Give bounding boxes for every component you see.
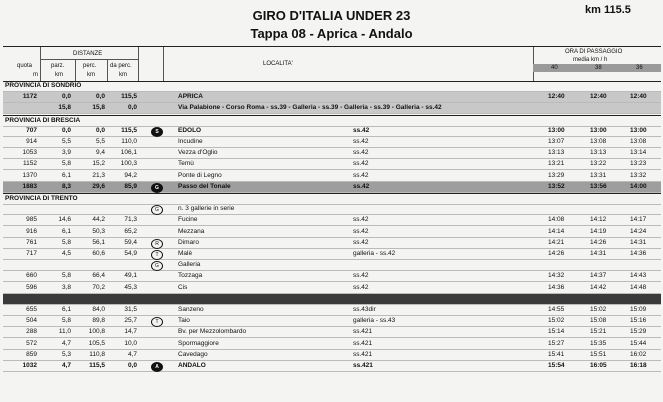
cell-t3: 14:31 xyxy=(630,238,647,246)
cell-p: 14,6 xyxy=(58,216,71,224)
cell-road: ss.42 xyxy=(353,126,370,134)
cell-loc: EDOLO xyxy=(178,126,202,134)
cell-t2: 15:35 xyxy=(590,339,607,347)
col-perc: perc. xyxy=(83,63,97,69)
cell-d: 110,0 xyxy=(121,138,137,145)
col-distanze: DISTANZE xyxy=(73,51,103,57)
cell-t2: 14:19 xyxy=(590,227,607,235)
cell-t2: 16:05 xyxy=(590,362,607,369)
speed-38: 38 xyxy=(595,65,602,71)
cell-t2: 14:12 xyxy=(590,216,607,224)
cell-p: 6,1 xyxy=(61,306,71,313)
cell-quota: 1172 xyxy=(22,93,37,101)
cell-loc: Fucine xyxy=(178,216,198,224)
cell-t1: 14:21 xyxy=(548,238,565,246)
cell-loc: Bv. per Mezzolombardo xyxy=(178,328,247,336)
cell-d: 0,0 xyxy=(127,362,137,369)
cell-quota: 572 xyxy=(26,339,37,347)
col-ora: ORA DI PASSAGGIO xyxy=(565,49,623,55)
table-row xyxy=(3,283,661,294)
table-row xyxy=(3,260,661,271)
cell-loc: PROVINCIA DI SONDRIO xyxy=(5,82,82,89)
cell-c: 0,0 xyxy=(95,93,105,101)
table-row xyxy=(3,92,661,103)
col-localita: LOCALITA' xyxy=(263,61,293,67)
table-row xyxy=(3,159,661,170)
cell-loc: Mezzana xyxy=(178,227,205,235)
cell-c: 60,6 xyxy=(92,250,105,257)
cell-t3: 15:16 xyxy=(630,317,647,325)
cell-p: 5,8 xyxy=(61,317,71,325)
table-row xyxy=(3,339,661,350)
cell-d: 71,3 xyxy=(124,216,137,224)
cell-road: galleria - ss.42 xyxy=(353,250,396,257)
cell-t1: 14:36 xyxy=(548,283,565,291)
cell-t1: 13:00 xyxy=(548,126,565,134)
cell-c: 56,1 xyxy=(92,238,105,246)
cell-t1: 14:55 xyxy=(548,306,565,313)
cell-t2: 14:42 xyxy=(590,283,607,291)
cell-c: 21,3 xyxy=(92,171,105,179)
table-row xyxy=(3,171,661,182)
cell-road: ss.42 xyxy=(353,227,369,235)
cell-c: 89,8 xyxy=(92,317,105,325)
cell-loc: Cis xyxy=(178,283,188,291)
col-parz-unit: km xyxy=(55,72,63,78)
table-row xyxy=(3,204,661,215)
cell-loc: Incudine xyxy=(178,138,203,145)
cell-t3: 15:09 xyxy=(630,306,647,313)
cell-quota: 1053 xyxy=(22,149,37,157)
cell-t1: 15:27 xyxy=(548,339,565,347)
cell-c: 44,2 xyxy=(92,216,105,224)
cell-c: 66,4 xyxy=(92,272,105,280)
cell-c: 105,5 xyxy=(88,339,105,347)
table-row xyxy=(3,294,661,305)
route-marker-icon: G xyxy=(151,261,163,271)
cell-road: galleria - ss.43 xyxy=(353,317,396,325)
cell-t1: 12:40 xyxy=(548,93,565,101)
cell-t2: 12:40 xyxy=(590,93,607,101)
cell-quota: 761 xyxy=(26,238,37,246)
cell-quota: 985 xyxy=(26,216,37,224)
cell-p: 11,0 xyxy=(58,328,71,336)
cell-t3: 13:14 xyxy=(630,149,647,157)
cell-d: 31,5 xyxy=(124,306,137,313)
cell-loc: Tozzaga xyxy=(178,272,203,280)
cell-road: ss.421 xyxy=(353,362,373,369)
cell-p: 5,5 xyxy=(61,138,71,145)
cell-t3: 13:00 xyxy=(630,126,647,134)
cell-loc: Spormaggiore xyxy=(178,339,219,347)
cell-t1: 13:52 xyxy=(548,182,565,190)
cell-c: 100,8 xyxy=(88,328,105,336)
table-row xyxy=(3,148,661,159)
cell-t1: 13:13 xyxy=(548,149,565,157)
cell-quota: 1032 xyxy=(22,362,37,369)
cell-loc: n. 3 gallerie in serie xyxy=(178,205,235,213)
cell-loc: Malè xyxy=(178,250,193,257)
cell-t1: 13:07 xyxy=(548,138,565,145)
cell-road: ss.421 xyxy=(353,350,373,358)
stage-title: Tappa 08 - Aprica - Andalo xyxy=(250,26,413,41)
cell-t3: 15:29 xyxy=(630,328,647,336)
cell-quota: 288 xyxy=(26,328,37,336)
cell-d: 14,7 xyxy=(124,328,137,336)
cell-t1: 13:21 xyxy=(548,160,565,168)
table-row xyxy=(3,81,661,92)
cell-p: 4,7 xyxy=(61,362,71,369)
cell-quota: 717 xyxy=(26,250,37,257)
col-quota: quota xyxy=(17,63,33,69)
cell-road: ss.43dir xyxy=(353,306,376,313)
cell-p: 0,0 xyxy=(61,126,71,134)
cell-t1: 15:14 xyxy=(548,328,565,336)
cell-t3: 16:02 xyxy=(630,350,647,358)
table-row xyxy=(3,182,661,193)
cell-loc: Cavedago xyxy=(178,350,208,358)
cell-t2: 14:26 xyxy=(590,238,607,246)
cell-c: 5,5 xyxy=(95,138,105,145)
cell-quota: 1883 xyxy=(22,182,37,190)
cell-d: 25,7 xyxy=(124,317,137,325)
route-marker-icon: T xyxy=(151,317,163,327)
cell-t3: 13:23 xyxy=(630,160,647,168)
cell-t2: 14:37 xyxy=(590,272,607,280)
cell-quota: 1152 xyxy=(23,160,37,168)
cell-t3: 15:44 xyxy=(630,339,647,347)
cell-t3: 13:32 xyxy=(630,171,647,179)
cell-t3: 16:18 xyxy=(630,362,647,369)
route-marker-icon: G xyxy=(151,183,163,193)
cell-quota: 1370 xyxy=(22,171,37,179)
cell-d: 4,7 xyxy=(127,350,137,358)
cell-p: 15,8 xyxy=(58,104,71,112)
table-row xyxy=(3,238,661,249)
cell-loc: Sanzeno xyxy=(178,306,204,313)
table-row xyxy=(3,137,661,148)
table-row xyxy=(3,316,661,327)
cell-t3: 14:36 xyxy=(630,250,647,257)
route-marker-icon: T xyxy=(151,250,163,260)
cell-d: 100,3 xyxy=(120,160,137,168)
cell-t2: 14:31 xyxy=(590,250,607,257)
cell-road: ss.42 xyxy=(353,149,369,157)
cell-t2: 15:51 xyxy=(590,350,607,358)
table-header xyxy=(3,46,661,82)
cell-c: 84,0 xyxy=(92,306,105,313)
cell-p: 0,0 xyxy=(61,93,71,101)
cell-t3: 12:40 xyxy=(630,93,647,101)
cell-loc: PROVINCIA DI TRENTO xyxy=(5,195,78,202)
cell-quota: 660 xyxy=(26,272,37,280)
cell-loc: Taio xyxy=(178,317,190,325)
cell-t3: 14:48 xyxy=(630,283,647,291)
speed-40: 40 xyxy=(551,65,558,71)
col-quota-unit: m xyxy=(33,72,38,78)
cell-c: 115,5 xyxy=(89,362,105,369)
table-row xyxy=(3,215,661,226)
table-row xyxy=(3,350,661,361)
cell-loc: Ponte di Legno xyxy=(178,171,222,179)
cell-quota: 504 xyxy=(26,317,37,325)
route-marker-icon: G xyxy=(151,205,163,215)
cell-t2: 13:22 xyxy=(590,160,607,168)
cell-t1: 13:29 xyxy=(548,171,565,179)
cell-t1: 15:41 xyxy=(548,350,565,358)
table-row xyxy=(3,361,661,372)
cell-road: ss.42 xyxy=(353,138,369,145)
cell-t2: 13:13 xyxy=(590,149,607,157)
cell-quota: 914 xyxy=(26,138,37,145)
cell-p: 5,8 xyxy=(61,272,71,280)
cell-t2: 13:56 xyxy=(590,182,607,190)
cell-p: 4,7 xyxy=(61,339,71,347)
cell-road: ss.42 xyxy=(353,171,369,179)
cell-p: 6,1 xyxy=(61,171,71,179)
cell-t3: 14:17 xyxy=(630,216,647,224)
cell-loc: Dimaro xyxy=(178,238,199,246)
cell-p: 5,3 xyxy=(61,350,71,358)
cell-p: 3,8 xyxy=(61,283,71,291)
cell-c: 110,8 xyxy=(89,350,105,358)
table-row xyxy=(3,227,661,238)
table-row xyxy=(3,126,661,137)
cell-d: 115,5 xyxy=(121,126,137,134)
cell-road: ss.421 xyxy=(353,339,373,347)
cell-road: ss.42 xyxy=(353,182,370,190)
cell-c: 15,2 xyxy=(92,160,105,168)
table-row xyxy=(3,305,661,316)
route-marker-icon: R xyxy=(151,239,163,249)
cell-t2: 13:00 xyxy=(590,126,607,134)
cell-d: 94,2 xyxy=(124,171,137,179)
col-perc-unit: km xyxy=(87,72,95,78)
cell-t1: 14:14 xyxy=(548,227,565,235)
cell-road: ss.421 xyxy=(353,328,373,336)
cell-t2: 15:02 xyxy=(590,306,607,313)
cell-road: ss.42 xyxy=(353,283,369,291)
cell-loc: Galleria xyxy=(178,261,201,269)
cell-t2: 13:08 xyxy=(590,138,607,145)
table-row xyxy=(3,193,661,205)
cell-d: 115,5 xyxy=(121,93,137,101)
route-marker-icon: S xyxy=(151,127,163,137)
col-media: media km / h xyxy=(573,57,608,63)
cell-road: ss.42 xyxy=(353,238,369,246)
cell-t2: 15:08 xyxy=(590,317,607,325)
col-da-perc: da perc. xyxy=(110,63,132,69)
cell-c: 29,6 xyxy=(92,182,105,190)
speed-36: 36 xyxy=(636,65,643,71)
col-parz: parz. xyxy=(51,63,65,69)
cell-quota: 655 xyxy=(26,306,37,313)
cell-p: 3,9 xyxy=(61,149,71,157)
cell-d: 10,0 xyxy=(124,339,137,347)
cell-t1: 14:32 xyxy=(548,272,565,280)
cell-t1: 15:54 xyxy=(548,362,565,369)
cell-d: 59,4 xyxy=(124,238,137,246)
stage-distance: km 115.5 xyxy=(585,4,631,16)
cell-loc: Passo del Tonale xyxy=(178,182,231,190)
cell-d: 54,9 xyxy=(124,250,137,257)
cell-p: 5,8 xyxy=(61,238,71,246)
cell-loc: APRICA xyxy=(178,93,203,101)
cell-t3: 14:24 xyxy=(630,227,647,235)
cell-d: 106,1 xyxy=(120,149,137,157)
cell-d: 49,1 xyxy=(124,272,137,280)
cell-t3: 14:43 xyxy=(630,272,647,280)
cell-d: 0,0 xyxy=(127,104,137,112)
cell-p: 5,8 xyxy=(61,160,71,168)
cell-road: ss.42 xyxy=(353,216,369,224)
table-row xyxy=(3,271,661,282)
cell-c: 9,4 xyxy=(95,149,105,157)
cell-t1: 14:08 xyxy=(548,216,565,224)
cell-t1: 15:02 xyxy=(548,317,565,325)
cell-p: 8,3 xyxy=(61,182,71,190)
cell-d: 45,3 xyxy=(124,283,137,291)
cell-quota: 596 xyxy=(26,283,37,291)
table-row xyxy=(3,327,661,338)
cell-t2: 15:21 xyxy=(590,328,607,336)
cell-t2: 13:31 xyxy=(590,171,607,179)
table-row xyxy=(3,115,661,127)
cell-p: 4,5 xyxy=(61,250,71,257)
cell-c: 50,3 xyxy=(92,227,105,235)
col-da-perc-unit: km xyxy=(119,72,127,78)
cell-quota: 707 xyxy=(26,126,37,134)
cell-loc: PROVINCIA DI BRESCIA xyxy=(5,116,81,124)
cell-quota: 859 xyxy=(26,350,37,358)
cell-d: 85,9 xyxy=(124,182,137,190)
race-title: GIRO D'ITALIA UNDER 23 xyxy=(252,8,411,23)
cell-loc: Vezza d'Oglio xyxy=(178,149,218,157)
cell-p: 6,1 xyxy=(61,227,71,235)
cell-t1: 14:26 xyxy=(548,250,565,257)
cell-quota: 916 xyxy=(26,227,37,235)
cell-t3: 14:00 xyxy=(630,182,647,190)
cell-loc: ANDALO xyxy=(178,362,206,369)
table-row xyxy=(3,103,661,114)
table-row xyxy=(3,249,661,260)
route-marker-icon: A xyxy=(151,362,163,372)
cell-road: ss.42 xyxy=(353,272,369,280)
cell-loc: Temù xyxy=(178,160,194,168)
cell-c: 15,8 xyxy=(92,104,105,112)
cell-d: 65,2 xyxy=(124,227,137,235)
cell-c: 70,2 xyxy=(92,283,105,291)
cell-c: 0,0 xyxy=(95,126,105,134)
cell-loc: Via Palabione - Corso Roma - ss.39 - Galleria - ss.39 - Galleria - ss.39 - Galleria - ss.42 xyxy=(178,104,442,112)
cell-t3: 13:08 xyxy=(630,138,647,145)
cell-road: ss.42 xyxy=(353,160,369,168)
